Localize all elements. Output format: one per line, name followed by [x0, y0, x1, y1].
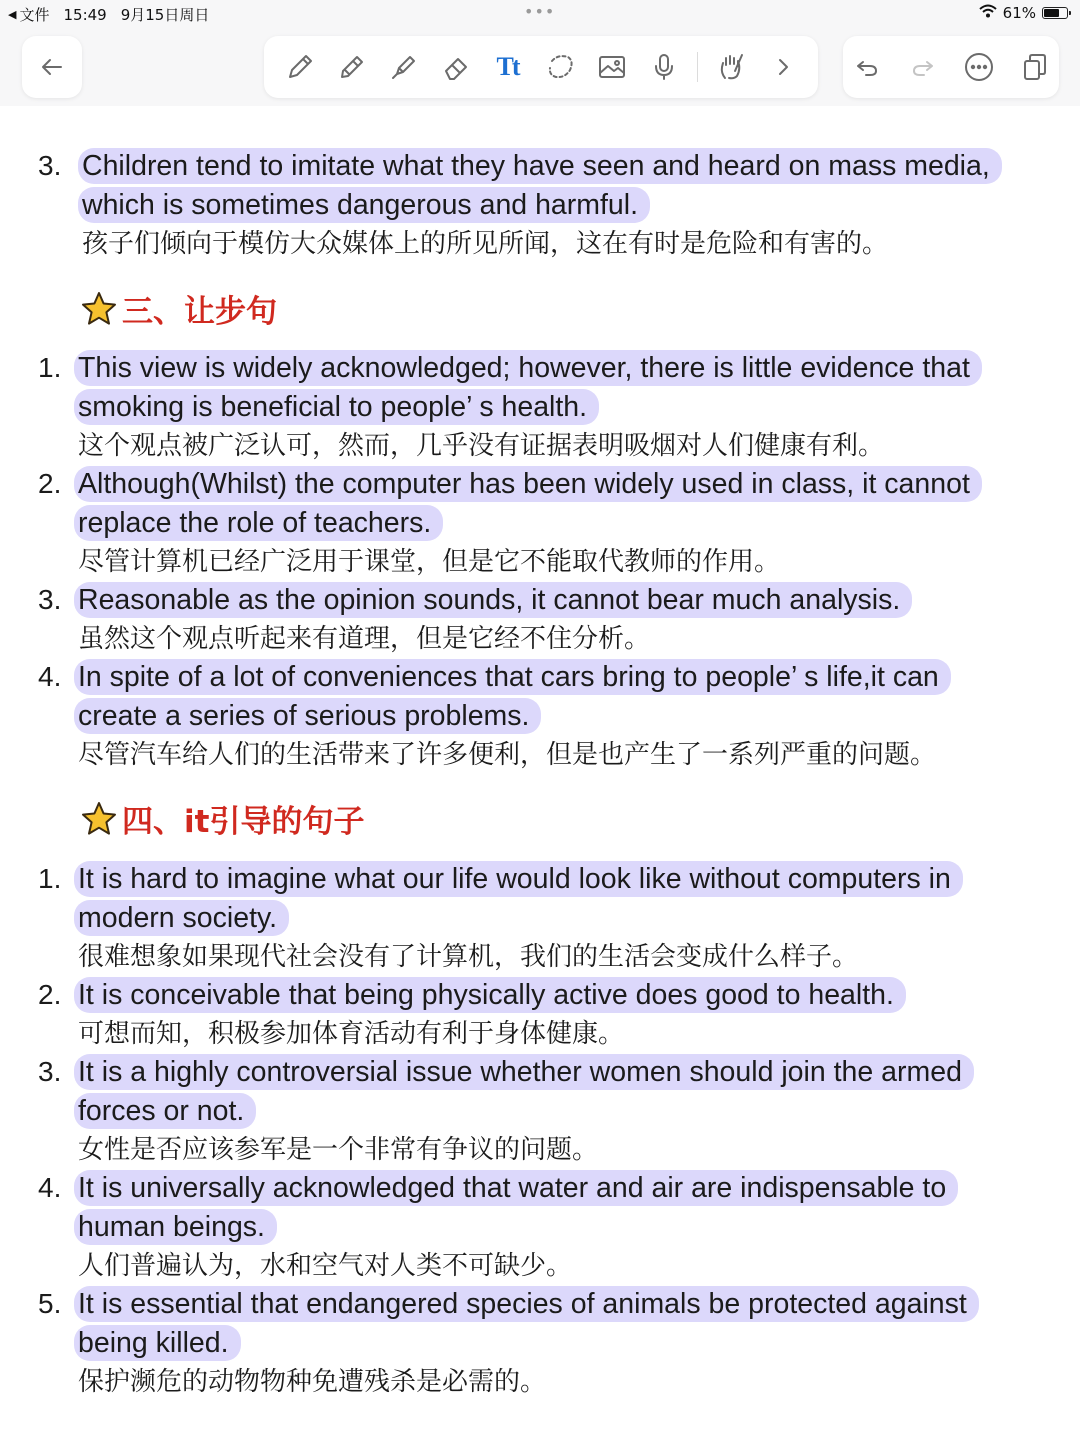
english-sentence-line [78, 350, 982, 386]
list-number: 3. [38, 584, 62, 615]
chinese-translation: 可想而知，积极参加体育活动有利于身体健康。 [78, 1019, 625, 1049]
highlighted-text: It is essential that endangered species of animals be protected against [74, 1286, 979, 1322]
text-tool-button[interactable] [489, 47, 527, 87]
lasso-icon [544, 51, 576, 83]
image-icon [596, 51, 628, 83]
list-number: 1. [38, 352, 62, 383]
section-heading [80, 796, 364, 841]
note-page[interactable] [0, 106, 1080, 1440]
status-date: 9月15日周日 [120, 6, 210, 24]
hand-pen-icon [715, 51, 747, 83]
highlighted-text: forces or not. [74, 1093, 256, 1129]
lasso-tool-button[interactable] [541, 47, 579, 87]
drawing-tools [264, 36, 818, 98]
chinese-translation: 虽然这个观点听起来有道理，但是它经不住分析。 [78, 624, 651, 654]
section-heading [80, 286, 277, 331]
back-button[interactable] [22, 36, 82, 98]
microphone-tool-button[interactable] [645, 47, 683, 87]
english-sentence-line [78, 659, 951, 695]
eraser-tool-button[interactable] [437, 47, 475, 87]
highlighted-text: It is conceivable that being physically active does good to health. [74, 977, 906, 1013]
highlighted-text: Children tend to imitate what they have seen and heard on mass media, [78, 148, 1002, 184]
back-to-app-link[interactable] [8, 4, 49, 25]
list-number: 3. [38, 1056, 62, 1087]
status-time: 15:49 [63, 5, 107, 24]
chinese-translation: 很难想象如果现代社会没有了计算机，我们的生活会变成什么样子。 [78, 942, 859, 972]
document-actions [843, 36, 1059, 98]
highlighted-text: replace the role of teachers. [74, 505, 443, 541]
wifi-icon [979, 4, 997, 22]
undo-icon [853, 53, 881, 81]
list-number: 4. [38, 1172, 62, 1203]
list-number: 5. [38, 1288, 62, 1319]
toolbar-divider [697, 52, 698, 82]
highlighted-text: create a series of serious problems. [74, 698, 541, 734]
chinese-translation: 孩子们倾向于模仿大众媒体上的所见所闻，这在有时是危险和有害的。 [82, 229, 889, 259]
back-triangle-icon: ◀ [8, 8, 17, 21]
highlighted-text: human beings. [74, 1209, 277, 1245]
toolbar [0, 26, 1080, 106]
chevron-right-icon [772, 56, 794, 78]
english-sentence-line [78, 1286, 979, 1322]
section-heading-text: 四、it引导的句子 [122, 804, 365, 840]
pen-tool-button[interactable] [281, 47, 319, 87]
multitasking-dots-icon[interactable]: ••• [524, 2, 556, 21]
highlighted-text: This view is widely acknowledged; however, there is little evidence that [74, 350, 982, 386]
highlighted-text: smoking is beneficial to people’ s health. [74, 389, 599, 425]
chinese-translation: 尽管计算机已经广泛用于课堂，但是它不能取代教师的作用。 [78, 547, 781, 577]
list-number: 3. [38, 150, 62, 181]
highlighted-text: It is universally acknowledged that water and air are indispensable to [74, 1170, 958, 1206]
english-sentence-line [78, 582, 912, 618]
more-options-button[interactable] [960, 47, 998, 87]
english-sentence-line [78, 977, 906, 1013]
highlighter-tool-button[interactable] [385, 47, 423, 87]
battery-percent: 61% [1002, 4, 1036, 22]
arrow-left-icon [33, 47, 71, 87]
chinese-translation: 保护濒危的动物物种免遭残杀是必需的。 [78, 1367, 547, 1397]
list-number: 2. [38, 979, 62, 1010]
pages-button[interactable] [1016, 47, 1054, 87]
highlighted-text: It is hard to imagine what our life would look like without computers in [74, 861, 963, 897]
english-sentence-line [78, 1209, 277, 1245]
highlighted-text: In spite of a lot of conveniences that cars bring to people’ s life,it can [74, 659, 951, 695]
highlighted-text: which is sometimes dangerous and harmful. [78, 187, 650, 223]
english-sentence-line [78, 389, 599, 425]
highlighted-text: It is a highly controversial issue whether women should join the armed [74, 1054, 974, 1090]
list-number: 4. [38, 661, 62, 692]
pencil-tool-button[interactable] [333, 47, 371, 87]
section-heading-text: 三、让步句 [122, 294, 277, 330]
highlighter-icon [388, 51, 420, 83]
star-icon [80, 800, 118, 838]
english-sentence-line [78, 861, 963, 897]
chinese-translation: 这个观点被广泛认可，然而，几乎没有证据表明吸烟对人们健康有利。 [78, 431, 885, 461]
image-tool-button[interactable] [593, 47, 631, 87]
text-tool-icon: Tt [496, 52, 519, 81]
pencil-icon [336, 51, 368, 83]
english-sentence-line [78, 466, 982, 502]
english-sentence-line [78, 1054, 974, 1090]
chinese-translation: 女性是否应该参军是一个非常有争议的问题。 [78, 1135, 599, 1165]
english-sentence-line [78, 900, 289, 936]
highlighted-text: being killed. [74, 1325, 241, 1361]
microphone-icon [648, 51, 680, 83]
list-number: 2. [38, 468, 62, 499]
back-app-label: 文件 [19, 6, 50, 24]
eraser-icon [440, 51, 472, 83]
english-sentence-line [82, 187, 650, 223]
list-number: 1. [38, 863, 62, 894]
more-tools-button[interactable] [764, 47, 802, 87]
more-circle-icon [963, 51, 995, 83]
star-icon [80, 290, 118, 328]
redo-button[interactable] [904, 47, 942, 87]
highlighted-text: modern society. [74, 900, 289, 936]
english-sentence-line [78, 1325, 241, 1361]
english-sentence-line [78, 505, 443, 541]
status-bar [0, 0, 1080, 26]
english-sentence-line [78, 1170, 958, 1206]
battery-level [1044, 9, 1059, 17]
chinese-translation: 人们普遍认为，水和空气对人类不可缺少。 [78, 1251, 573, 1281]
highlighted-text: Reasonable as the opinion sounds, it cannot bear much analysis. [74, 582, 912, 618]
copy-pages-icon [1020, 52, 1050, 82]
chinese-translation: 尽管汽车给人们的生活带来了许多便利，但是也产生了一系列严重的问题。 [78, 740, 937, 770]
english-sentence-line [78, 1093, 256, 1129]
pen-icon [284, 51, 316, 83]
english-sentence-line [82, 148, 1002, 184]
english-sentence-line [78, 698, 541, 734]
redo-icon [909, 53, 937, 81]
hand-tool-button[interactable] [712, 47, 750, 87]
battery-icon [1042, 7, 1068, 19]
undo-button[interactable] [848, 47, 886, 87]
highlighted-text: Although(Whilst) the computer has been widely used in class, it cannot [74, 466, 982, 502]
